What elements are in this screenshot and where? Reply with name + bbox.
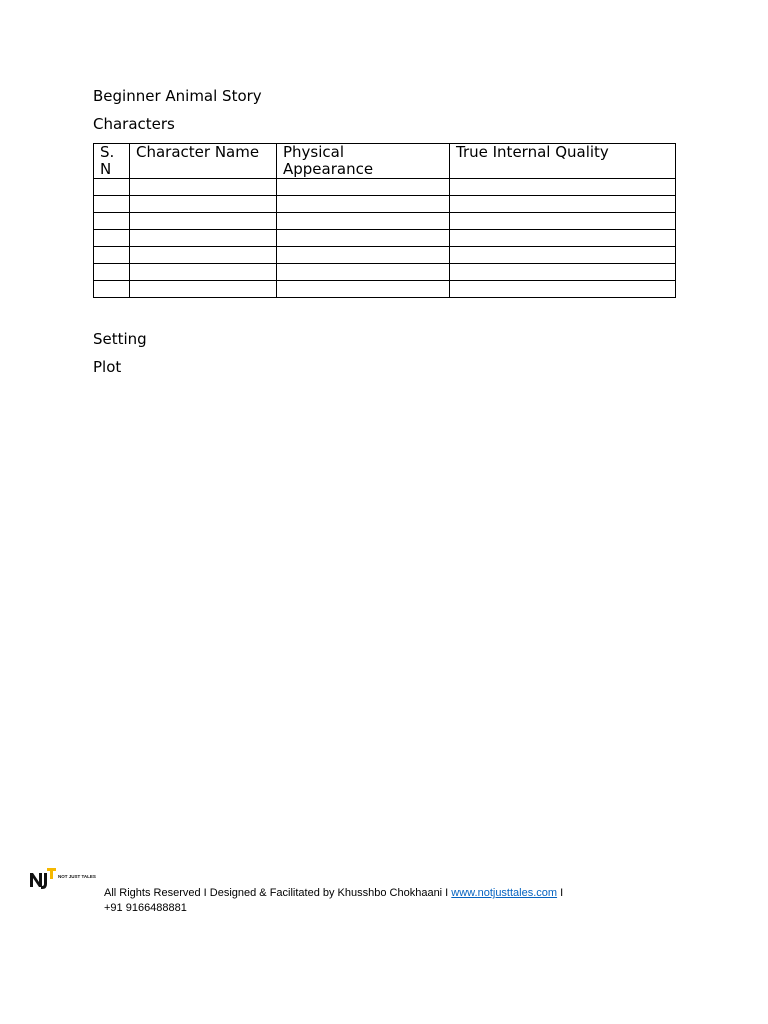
header-physical-line2: Appearance bbox=[283, 160, 374, 178]
header-physical-appearance bbox=[277, 144, 450, 179]
cell-character-name[interactable] bbox=[130, 264, 277, 281]
cell-character-name[interactable] bbox=[130, 230, 277, 247]
header-character-name-label: Character Name bbox=[136, 143, 260, 161]
cell-physical-appearance[interactable] bbox=[277, 264, 450, 281]
table-row bbox=[94, 179, 676, 196]
cell-true-internal-quality[interactable] bbox=[450, 281, 676, 298]
cell-sn[interactable] bbox=[94, 213, 130, 230]
setting-heading: Setting bbox=[93, 330, 147, 348]
footer-separator: I bbox=[557, 887, 564, 899]
footer-phone: +91 9166488881 bbox=[104, 902, 187, 914]
characters-table bbox=[93, 143, 676, 298]
cell-sn[interactable] bbox=[94, 264, 130, 281]
cell-true-internal-quality[interactable] bbox=[450, 230, 676, 247]
cell-true-internal-quality[interactable] bbox=[450, 213, 676, 230]
notjusttales-logo bbox=[28, 865, 108, 891]
footer-line-1 bbox=[104, 886, 563, 901]
table-body bbox=[94, 179, 676, 298]
plot-heading: Plot bbox=[93, 358, 122, 376]
header-physical-line1: Physical bbox=[283, 143, 345, 161]
table-row bbox=[94, 281, 676, 298]
characters-heading: Characters bbox=[93, 115, 175, 133]
cell-physical-appearance[interactable] bbox=[277, 213, 450, 230]
cell-sn[interactable] bbox=[94, 247, 130, 264]
cell-physical-appearance[interactable] bbox=[277, 281, 450, 298]
cell-physical-appearance[interactable] bbox=[277, 179, 450, 196]
cell-physical-appearance[interactable] bbox=[277, 230, 450, 247]
table-row bbox=[94, 213, 676, 230]
header-sn-line2: N bbox=[100, 160, 112, 178]
cell-sn[interactable] bbox=[94, 230, 130, 247]
cell-true-internal-quality[interactable] bbox=[450, 264, 676, 281]
cell-character-name[interactable] bbox=[130, 179, 277, 196]
table-row bbox=[94, 230, 676, 247]
cell-true-internal-quality[interactable] bbox=[450, 179, 676, 196]
header-true-internal-quality-label: True Internal Quality bbox=[456, 143, 609, 161]
table-row bbox=[94, 196, 676, 213]
website-link[interactable]: www.notjusttales.com bbox=[451, 887, 558, 899]
cell-sn[interactable] bbox=[94, 196, 130, 213]
cell-character-name[interactable] bbox=[130, 247, 277, 264]
cell-character-name[interactable] bbox=[130, 281, 277, 298]
header-sn bbox=[94, 144, 130, 179]
header-true-internal-quality bbox=[450, 144, 676, 179]
cell-character-name[interactable] bbox=[130, 196, 277, 213]
cell-physical-appearance[interactable] bbox=[277, 196, 450, 213]
cell-true-internal-quality[interactable] bbox=[450, 196, 676, 213]
table-header-row bbox=[94, 144, 676, 179]
cell-sn[interactable] bbox=[94, 281, 130, 298]
cell-character-name[interactable] bbox=[130, 213, 277, 230]
document-title: Beginner Animal Story bbox=[93, 87, 262, 105]
header-character-name bbox=[130, 144, 277, 179]
table-row bbox=[94, 264, 676, 281]
table-row bbox=[94, 247, 676, 264]
cell-true-internal-quality[interactable] bbox=[450, 247, 676, 264]
header-sn-line1: S. bbox=[100, 143, 115, 161]
cell-physical-appearance[interactable] bbox=[277, 247, 450, 264]
footer-rights-text: All Rights Reserved I Designed & Facilitated by Khusshbo Chokhaani I bbox=[104, 887, 452, 899]
logo-wordmark: NOT JUST TALES bbox=[58, 874, 96, 879]
footer bbox=[104, 886, 563, 916]
cell-sn[interactable] bbox=[94, 179, 130, 196]
